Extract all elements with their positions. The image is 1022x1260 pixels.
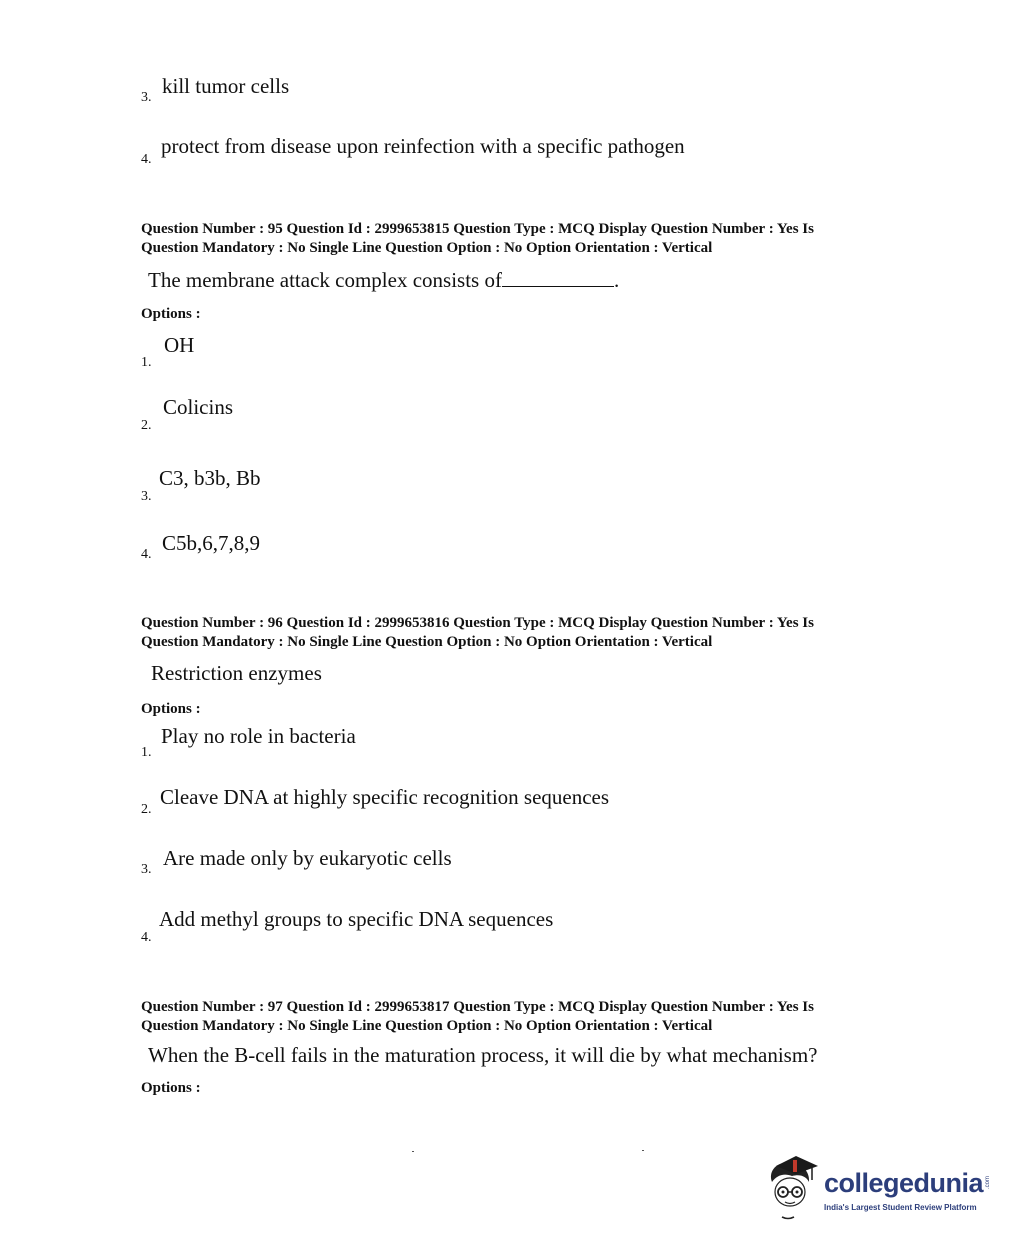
- scan-speck: [642, 1150, 644, 1151]
- question-text-main: The membrane attack complex consists of: [148, 268, 502, 292]
- options-label: Options :: [141, 306, 201, 322]
- option-text: Play no role in bacteria: [161, 724, 356, 748]
- options-label: Options :: [141, 1080, 201, 1096]
- option-number: 4.: [141, 152, 152, 167]
- option-text: Colicins: [163, 395, 234, 419]
- option-number: 2.: [141, 802, 152, 817]
- option-number: 3.: [141, 489, 152, 504]
- logo-wordmark: collegedunia: [824, 1168, 984, 1198]
- option-text: OH: [164, 333, 195, 357]
- question-meta-line: Question Number : 95 Question Id : 2999653815 Question Type : MCQ Display Question Number : Yes Is: [141, 221, 814, 237]
- collegedunia-logo: [762, 1154, 1002, 1224]
- option-number: 1.: [141, 355, 152, 370]
- option-number: 4.: [141, 547, 152, 562]
- question-text: When the B-cell fails in the maturation process, it will die by what mechanism?: [148, 1043, 818, 1067]
- option-text: kill tumor cells: [162, 74, 290, 98]
- option-text: Cleave DNA at highly specific recognition sequences: [160, 785, 610, 809]
- question-text-end: .: [613, 268, 620, 292]
- question-meta-line: Question Number : 96 Question Id : 2999653816 Question Type : MCQ Display Question Number : Yes Is: [141, 615, 814, 631]
- answer-blank: [502, 270, 614, 287]
- question-text: [148, 268, 619, 293]
- option-text: C3, b3b, Bb: [159, 466, 261, 490]
- option-text: Are made only by eukaryotic cells: [163, 846, 452, 870]
- option-number: 4.: [141, 930, 152, 945]
- option-number: 1.: [141, 745, 152, 760]
- mascot-icon: [762, 1154, 822, 1224]
- question-meta: [141, 614, 814, 652]
- options-label: Options :: [141, 701, 201, 717]
- option-number: 3.: [141, 862, 152, 877]
- option-number: 3.: [141, 90, 152, 105]
- question-meta-line: Question Number : 97 Question Id : 2999653817 Question Type : MCQ Display Question Number : Yes Is: [141, 999, 814, 1015]
- question-meta-line: Question Mandatory : No Single Line Question Option : No Option Orientation : Vertical: [141, 634, 713, 650]
- option-number: 2.: [141, 418, 152, 433]
- question-text: Restriction enzymes: [151, 661, 322, 685]
- scan-speck: [412, 1151, 414, 1152]
- logo-tagline: India's Largest Student Review Platform: [824, 1203, 977, 1212]
- question-meta: [141, 998, 814, 1036]
- option-text: Add methyl groups to specific DNA sequences: [159, 907, 554, 931]
- option-text: protect from disease upon reinfection with a specific pathogen: [161, 134, 685, 158]
- logo-domain-suffix: .com: [985, 1176, 991, 1190]
- question-meta-line: Question Mandatory : No Single Line Question Option : No Option Orientation : Vertical: [141, 1018, 713, 1034]
- question-meta: [141, 220, 814, 258]
- option-text: C5b,6,7,8,9: [162, 531, 261, 555]
- question-meta-line: Question Mandatory : No Single Line Question Option : No Option Orientation : Vertical: [141, 240, 713, 256]
